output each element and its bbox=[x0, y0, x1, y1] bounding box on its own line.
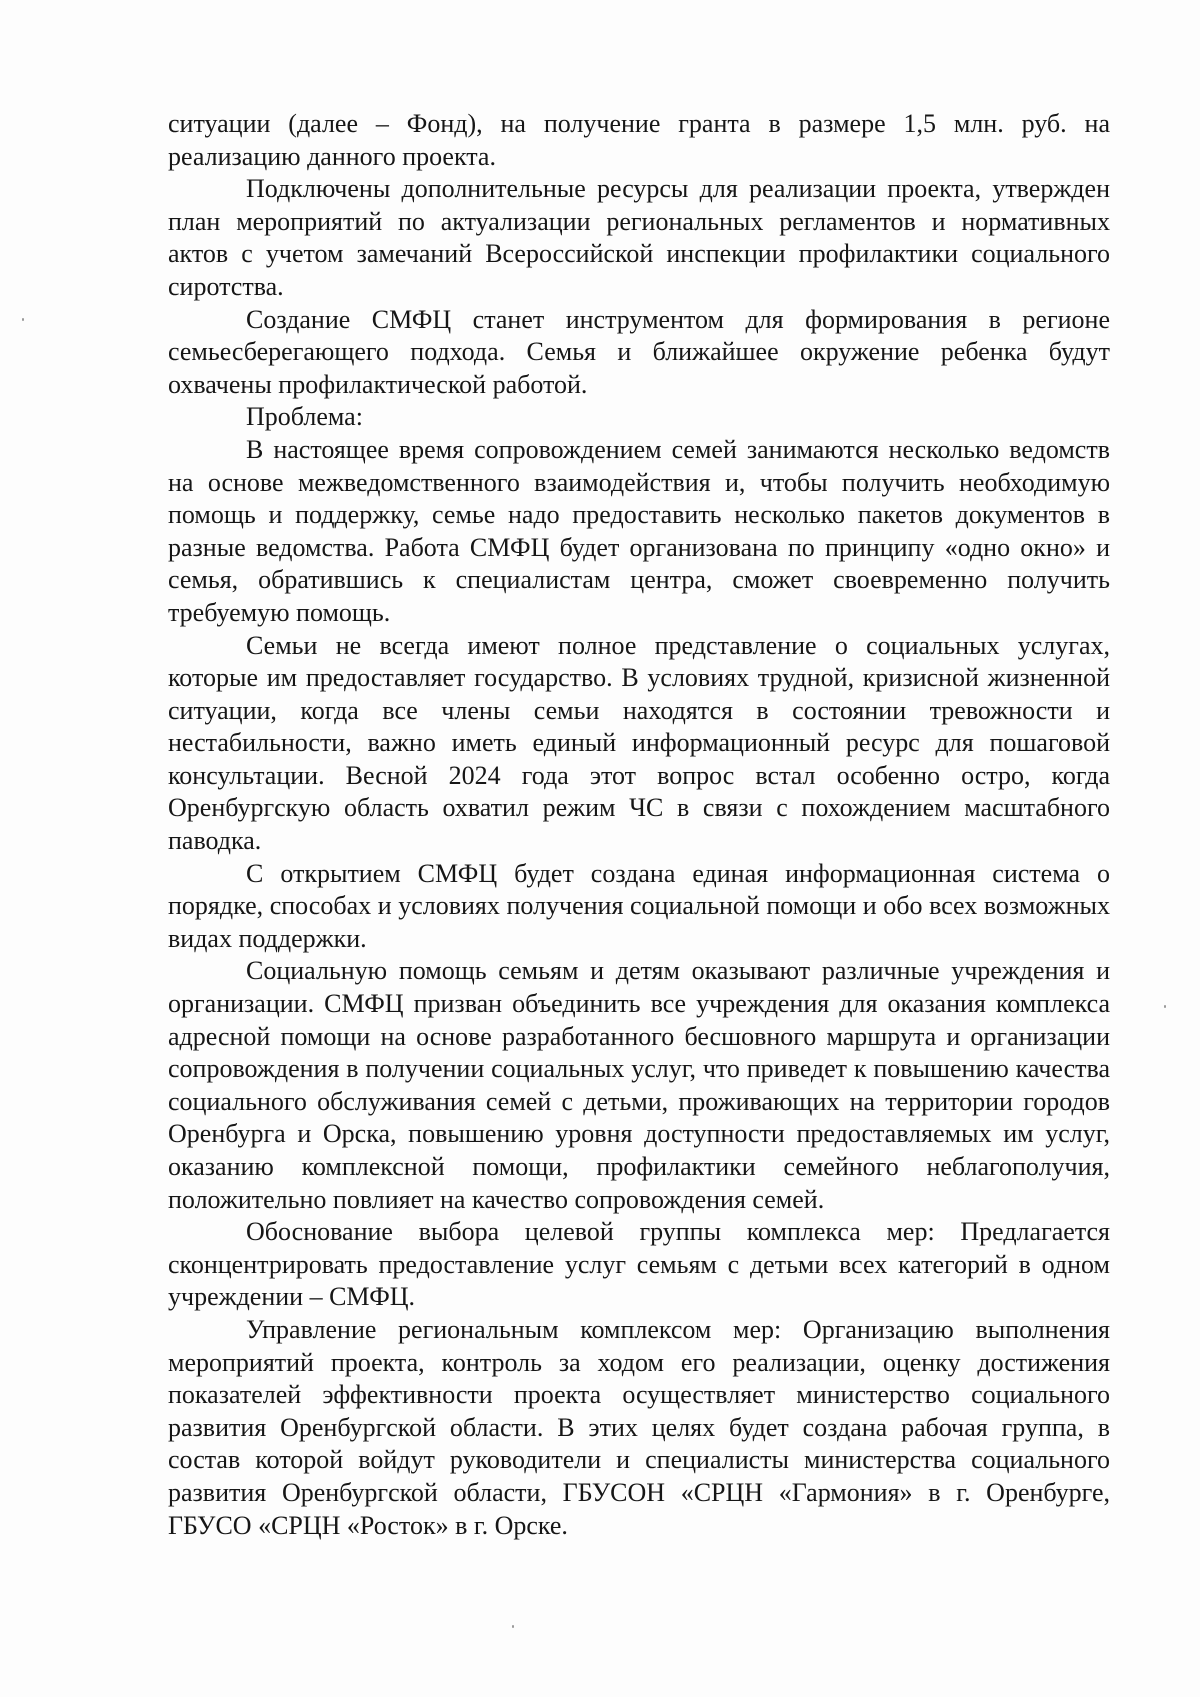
document-body bbox=[168, 108, 1110, 1542]
paragraph-smfc-creation: Создание СМФЦ станет инструментом для формирования в регионе семьесберегающего подхода. Семья и ближайшее окружение ребенка будут охвачены профилактической работой. bbox=[168, 304, 1110, 399]
paragraph-problem-heading: Проблема: bbox=[246, 402, 363, 432]
paragraph-social-assistance: Социальную помощь семьям и детям оказывают различные учреждения и организации. СМФЦ призван объединить все учреждения для оказания комплекса адресной помощи на основе разработанного бесшовного маршрута и организации сопровождения в получении социальных услуг, что приведет к повышению качества социального обслуживания семей с детьми, проживающих на территории городов Оренбурга и Орска, повышению уровня доступности предоставляемых им услуг, оказанию комплексной помощи, профилактики семейного неблагополучия, положительно повлияет на качество сопровождения семей. bbox=[168, 956, 1110, 1214]
scan-speck bbox=[512, 1625, 514, 1628]
paragraph-families-awareness: Семьи не всегда имеют полное представление о социальных услугах, которые им предоставляет государство. В условиях трудной, кризисной жизненной ситуации, когда все члены семьи находятся в состоянии тревожности и нестабильности, важно иметь единый информационный ресурс для пошаговой консультации. Весной 2024 года этот вопрос встал особенно остро, когда Оренбургскую область охватил режим ЧС в связи с похождением масштабного паводка. bbox=[168, 630, 1110, 856]
scan-speck bbox=[1164, 1005, 1166, 1008]
paragraph-management: Управление региональным комплексом мер: Организацию выполнения мероприятий проекта, контроль за ходом его реализации, оценку достижения показателей эффективности проекта осуществляет министерство социального развития Оренбургской области. В этих целях будет создана рабочая группа, в состав которой войдут руководители и специалисты министерства социального развития Оренбургской области, ГБУСОН «СРЦН «Гармония» в г. Оренбурге, ГБУСО «СРЦН «Росток» в г. Орске. bbox=[168, 1314, 1110, 1540]
paragraph-resources: Подключены дополнительные ресурсы для реализации проекта, утвержден план мероприятий по актуализации региональных регламентов и нормативных актов с учетом замечаний Всероссийской инспекции профилактики социального сиротства. bbox=[168, 174, 1110, 301]
paragraph-grant-continuation: ситуации (далее – Фонд), на получение гранта в размере 1,5 млн. руб. на реализацию данного проекта. bbox=[168, 109, 1110, 171]
paragraph-current-state: В настоящее время сопровождением семей занимаются несколько ведомств на основе межведомственного взаимодействия и, чтобы получить необходимую помощь и поддержку, семье надо предоставить несколько пакетов документов в разные ведомства. Работа СМФЦ будет организована по принципу «одно окно» и семья, обратившись к специалистам центра, сможет своевременно получить требуемую помощь. bbox=[168, 434, 1110, 627]
paragraph-information-system: С открытием СМФЦ будет создана единая информационная система о порядке, способах и условиях получения социальной помощи и обо всех возможных видах поддержки. bbox=[168, 858, 1110, 953]
paragraph-target-group: Обоснование выбора целевой группы комплекса мер: Предлагается сконцентрировать предоставление услуг семьям с детьми всех категорий в одном учреждении – СМФЦ. bbox=[168, 1217, 1110, 1312]
scan-speck bbox=[22, 318, 24, 321]
